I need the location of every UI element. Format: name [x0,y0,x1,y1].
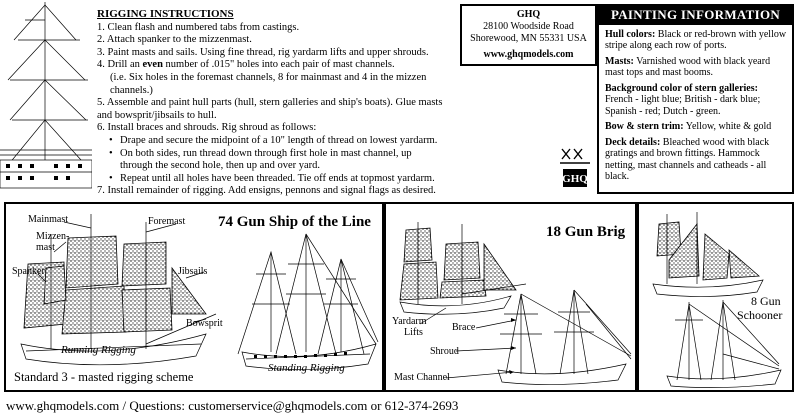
bow-info [605,121,787,133]
standing-rigging-label: Standing Rigging [268,362,345,374]
logo-text: GHQ [562,173,588,185]
jibsails-label: Jibsails [178,266,208,277]
mizzen-mast-label: mast [36,242,55,253]
step-6: 6. Install braces and shrouds. Rig shroud as follows: [97,122,317,134]
ghq-logo [556,145,594,189]
deck-info [605,137,787,183]
ship-of-line-panel [4,202,384,392]
bow-text: Yellow, white & gold [685,121,772,132]
deck-text: Bleached wood with black gratings and brown fittings. Hammock netting, mast channels and catheads - all black. [605,136,770,182]
ship-of-line-title: 74 Gun Ship of the Line [218,214,371,230]
brace-label: Brace [452,322,476,333]
stern-text: French - light blue; British - dark blue; Spanish - red; Dutch - green. [605,94,761,117]
deck-label: Deck details: [605,136,661,148]
masts-label: Masts: [605,55,634,67]
company-name: GHQ [516,9,541,20]
hull-colors [605,29,787,52]
step-1: 1. Clean flash and numbered tabs from castings. [97,21,300,33]
website: www.ghqmodels.com [483,49,574,60]
footer-contact: www.ghqmodels.com / Questions: customerservice@ghqmodels.com or 612-374-2693 [6,398,459,413]
step-4-start: 4. Drill an [97,59,140,71]
bowsprit-label: Bowsprit [186,318,223,329]
step-3: 3. Paint masts and sails. Using fine thread, rig yardarm lifts and upper shrouds. [97,46,429,58]
schooner-guns: 8 Gun [751,294,781,308]
yardarm-label: Yardarm [392,316,427,327]
step-6-bullet-2: • On both sides, run thread down through first hole in mast channel, up through the second hole, then up and over yard. [120,148,420,173]
rigging-scheme-label: Standard 3 - masted rigging scheme [14,370,194,384]
foremast-label: Foremast [148,216,186,227]
painting-title: PAINTING INFORMATION [599,6,792,25]
masts-info [605,56,787,79]
painting-info-panel [597,4,794,194]
lifts-label: Lifts [404,327,423,338]
hull-text: Black or red-brown with yellow stripe along each row of ports. [605,28,787,51]
street: 28100 Woodside Road [483,21,574,32]
stern-info [605,83,787,118]
step-4-note: (i.e. Six holes in the foremast channels, 8 for mainmast and 4 in the mizzen channels.) [110,71,427,96]
step-2: 2. Attach spanker to the mizzenmast. [97,34,252,46]
step-4-end: number of .015" holes into each pair of mast channels. [165,59,395,71]
masts-text: Varnished wood with black yeard mast tops and mast booms. [605,55,771,78]
mast-channel-label: Mast Channel [394,372,450,383]
brig-title: 18 Gun Brig [546,224,626,240]
instructions-heading: RIGGING INSTRUCTIONS [97,8,234,20]
schooner-label: Schooner [737,308,783,322]
hull-label: Hull colors: [605,28,656,40]
stern-label: Background color of stern galleries: [605,82,758,94]
mizzen-label: Mizzen- [36,231,70,242]
rigging-instructions [92,4,460,197]
address-box [460,4,597,66]
running-rigging-label: Running Rigging [61,344,136,356]
brig-panel [384,202,637,392]
step-4 [97,59,460,72]
shroud-label: Shroud [430,346,459,357]
step-5: 5. Assemble and paint hull parts (hull, stern galleries and ship's boats). Glue masts and bowsprit/jibsails to hull. [97,97,443,121]
step-7: 7. Install remainder of rigging. Add ensigns, pennons and signal flags as desired. [97,185,436,197]
step-4-even: even [142,59,163,71]
schooner-panel [637,202,794,392]
spanker-label: Spanker [12,266,45,277]
city: Shorewood, MN 55331 USA [470,33,587,44]
ship-sketch-top-left [0,0,92,195]
mainmast-label: Mainmast [28,214,68,225]
step-6-bullet-3: • Repeat until all holes have been threaded. Tie off ends at topmost yardarm. [120,173,460,186]
step-6-bullet-1: • Drape and secure the midpoint of a 10" length of thread on lowest yardarm. [120,135,460,148]
bow-label: Bow & stern trim: [605,121,684,132]
